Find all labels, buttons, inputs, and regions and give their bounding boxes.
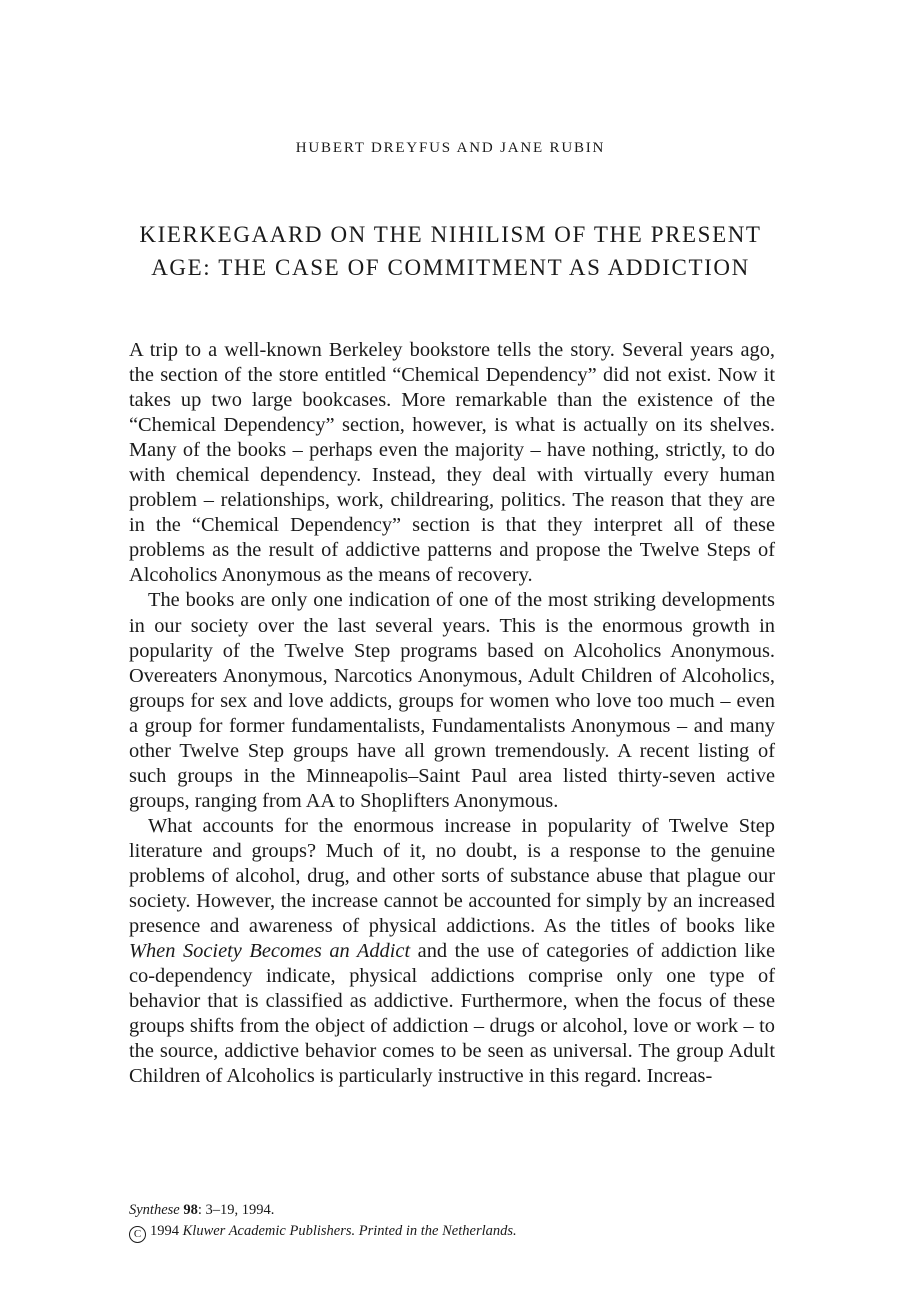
- author-line: HUBERT DREYFUS AND JANE RUBIN: [295, 140, 606, 156]
- paragraph-3-text-start: What accounts for the enormous increase in popularity of Twelve Step literature and groups? Much of it, no doubt, is a response to the genuine problems of alcohol, drug, and other sorts of substance abuse that plague our society. However, the increase cannot be accounted for simply by an increased presence and awareness of physical addictions. As the titles of books like: [129, 814, 775, 938]
- paragraph-3: [129, 814, 775, 1090]
- journal-name: Synthese: [129, 1202, 180, 1218]
- title-line-1: KIERKEGAARD ON THE NIHILISM OF THE PRESENT: [139, 222, 762, 247]
- citation-footer: [129, 1200, 789, 1243]
- journal-citation: [129, 1200, 789, 1221]
- title-line-2: AGE: THE CASE OF COMMITMENT AS ADDICTION: [151, 255, 750, 280]
- book-title-italic: When Society Becomes an Addict: [129, 940, 411, 963]
- copyright-line: [129, 1221, 789, 1243]
- article-title: [60, 218, 841, 284]
- paragraph-3-text-end: and the use of categories of addiction like co-dependency indicate, physical addictions comprise only one type of behavior that is classified as addictive. Furthermore, when the focus of these groups shifts from the object of addiction – drugs or alcohol, love or work – to the source, addictive behavior comes to be seen as universal. The group Adult Children of Alcoholics is particularly instructive in this regard. Increas-: [129, 940, 775, 1088]
- copyright-icon: C: [129, 1226, 146, 1243]
- article-body: [129, 338, 775, 1089]
- paragraph-1: A trip to a well-known Berkeley bookstore tells the story. Several years ago, the section of the store entitled “Chemical Dependency” did not exist. Now it takes up two large bookcases. More remarkable than the existence of the “Chemical Dependency” section, however, is what is actually on its shelves. Many of the books – perhaps even the majority – have nothing, strictly, to do with chemical dependency. Instead, they deal with virtually every human problem – relationships, work, childrearing, politics. The reason that they are in the “Chemical Dependency” section is that they interpret all of these problems as the result of addictive patterns and propose the Twelve Steps of Alcoholics Anonymous as the means of recovery.: [129, 339, 775, 587]
- paragraph-2: The books are only one indication of one of the most striking developments in our society over the last several years. This is the enormous growth in popularity of the Twelve Step programs based on Alcoholics Anonymous. Overeaters Anonymous, Narcotics Anonymous, Adult Children of Alcoholics, groups for sex and love addicts, groups for women who love too much – even a group for former fundamentalists, Fundamentalists Anonymous – and many other Twelve Step groups have all grown tremendously. A recent listing of such groups in the Minneapolis–Saint Paul area listed thirty-seven active groups, ranging from AA to Shoplifters Anonymous.: [129, 589, 775, 812]
- publisher-note: Kluwer Academic Publishers. Printed in the Netherlands.: [182, 1223, 517, 1239]
- copyright-year: 1994: [150, 1223, 179, 1239]
- journal-volume: 98: [183, 1202, 198, 1218]
- journal-pages-year: : 3–19, 1994.: [197, 1202, 275, 1218]
